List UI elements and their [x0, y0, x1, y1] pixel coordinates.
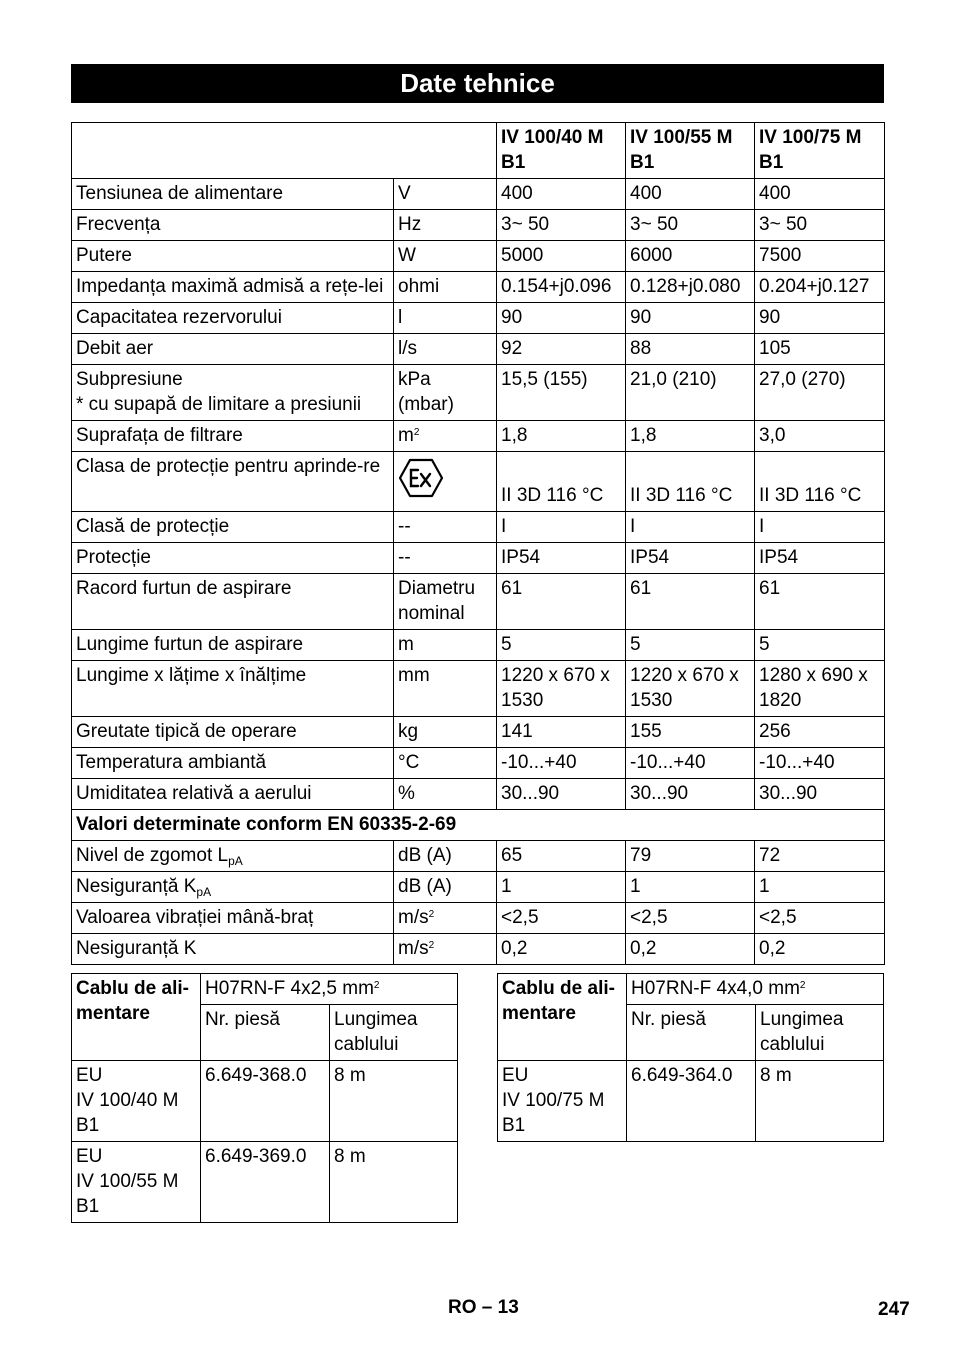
row-value: 72 [755, 841, 885, 872]
row-value: 3~ 50 [626, 210, 755, 241]
row-value: II 3D 116 °C [626, 452, 755, 512]
row-unit-cell [394, 421, 497, 452]
ex-explosion-protection-icon [398, 458, 444, 498]
row-value: 88 [626, 334, 755, 365]
cable-spec: H07RN-F 4x2,5 mm [205, 978, 374, 999]
row-unit: m/s [398, 938, 429, 959]
row-unit: V [394, 179, 497, 210]
table-row [72, 543, 885, 574]
row-label: Lungime furtun de aspirare [72, 630, 394, 661]
cable-spec-cell [627, 974, 884, 1005]
cable-length: 8 m [330, 1061, 458, 1142]
row-label: Debit aer [72, 334, 394, 365]
table-row [72, 272, 885, 303]
row-unit: dB (A) [394, 841, 497, 872]
row-label: Protecție [72, 543, 394, 574]
row-value: 65 [497, 841, 626, 872]
cable-header-row [72, 974, 458, 1005]
table-row [498, 1061, 884, 1142]
cable-header-row [498, 974, 884, 1005]
row-value: 3,0 [755, 421, 885, 452]
row-value: 1220 x 670 x 1530 [497, 661, 626, 717]
row-unit: l [394, 303, 497, 334]
row-value: <2,5 [497, 903, 626, 934]
row-label: Tensiunea de alimentare [72, 179, 394, 210]
row-value: -10...+40 [497, 748, 626, 779]
superscript: 2 [799, 980, 806, 991]
row-value: 30...90 [626, 779, 755, 810]
row-unit-secondary: (mbar) [398, 394, 454, 415]
row-value: 3~ 50 [497, 210, 626, 241]
model-header: IV 100/75 M B1 [755, 123, 885, 179]
row-value: 90 [497, 303, 626, 334]
row-label-note: * cu supapă de limitare a presiunii [76, 394, 362, 415]
row-value: <2,5 [626, 903, 755, 934]
row-value: 5 [755, 630, 885, 661]
cable-table-left [71, 973, 458, 1223]
row-value: 61 [626, 574, 755, 630]
page-number: 247 [878, 1299, 910, 1320]
part-number-header: Nr. piesă [201, 1005, 330, 1061]
row-unit: m [394, 630, 497, 661]
row-label: Putere [72, 241, 394, 272]
row-unit: -- [394, 543, 497, 574]
row-value: 0.204+j0.127 [755, 272, 885, 303]
row-label-cell [72, 872, 394, 903]
row-label: Nivel de zgomot L [76, 845, 229, 866]
technical-data-table [71, 122, 885, 965]
row-unit: l/s [394, 334, 497, 365]
table-row [72, 365, 885, 421]
row-value: 5 [497, 630, 626, 661]
row-value: 1 [626, 872, 755, 903]
row-value: 0.128+j0.080 [626, 272, 755, 303]
row-label: Impedanța maximă admisă a rețe-lei [72, 272, 394, 303]
table-row [72, 872, 885, 903]
row-unit: m/s [398, 907, 429, 928]
cable-length: 8 m [330, 1142, 458, 1223]
table-row [72, 303, 885, 334]
cable-spec: H07RN-F 4x4,0 mm [631, 978, 800, 999]
row-unit: Hz [394, 210, 497, 241]
superscript: 2 [428, 909, 435, 920]
row-value: 0,2 [497, 934, 626, 965]
table-row [72, 452, 885, 512]
row-label: Racord furtun de aspirare [72, 574, 394, 630]
table-row [72, 241, 885, 272]
row-label: Frecvența [72, 210, 394, 241]
table-row [72, 841, 885, 872]
row-value: 30...90 [755, 779, 885, 810]
row-label: Nesiguranță K [72, 934, 394, 965]
table-row [72, 717, 885, 748]
row-label: Valoarea vibrației mână-braț [72, 903, 394, 934]
row-unit: kg [394, 717, 497, 748]
row-label: Greutate tipică de operare [72, 717, 394, 748]
row-value: II 3D 116 °C [755, 452, 885, 512]
row-label: Temperatura ambiantă [72, 748, 394, 779]
cable-header: Cablu de ali-mentare [72, 974, 201, 1061]
table-row [72, 179, 885, 210]
row-unit-secondary: nominal [398, 603, 465, 624]
row-value: 7500 [755, 241, 885, 272]
row-value: 1 [755, 872, 885, 903]
footer-language-page: RO – 13 [448, 1297, 519, 1318]
row-unit: dB (A) [394, 872, 497, 903]
row-value: 61 [497, 574, 626, 630]
cable-length-header: Lungimea cablului [330, 1005, 458, 1061]
row-value: <2,5 [755, 903, 885, 934]
cable-model: IV 100/75 M B1 [502, 1090, 605, 1136]
row-value: 400 [626, 179, 755, 210]
table-row [72, 1142, 458, 1223]
row-value: 1,8 [497, 421, 626, 452]
cable-model-cell [72, 1061, 201, 1142]
row-unit: kPa [398, 369, 431, 390]
table-row [72, 574, 885, 630]
cable-region: EU [502, 1065, 529, 1086]
row-value: I [755, 512, 885, 543]
row-value: 92 [497, 334, 626, 365]
table-row [72, 934, 885, 965]
table-row [72, 512, 885, 543]
row-value: 400 [755, 179, 885, 210]
row-label: Suprafața de filtrare [72, 421, 394, 452]
row-value: 61 [755, 574, 885, 630]
row-unit: °C [394, 748, 497, 779]
row-value: 27,0 (270) [755, 365, 885, 421]
row-label: Umiditatea relativă a aerului [72, 779, 394, 810]
row-value: 400 [497, 179, 626, 210]
row-unit-cell [394, 903, 497, 934]
part-number: 6.649-368.0 [201, 1061, 330, 1142]
row-value: 90 [755, 303, 885, 334]
part-number-header: Nr. piesă [627, 1005, 756, 1061]
superscript: 2 [413, 427, 420, 438]
row-value: 0,2 [755, 934, 885, 965]
row-value: 5 [626, 630, 755, 661]
table-row [72, 1061, 458, 1142]
section-row [72, 810, 885, 841]
cable-header: Cablu de ali-mentare [498, 974, 627, 1061]
table-row [72, 334, 885, 365]
row-value: 90 [626, 303, 755, 334]
row-value: 1 [497, 872, 626, 903]
row-value: 0,2 [626, 934, 755, 965]
row-value: IP54 [626, 543, 755, 574]
cable-model-cell [72, 1142, 201, 1223]
row-unit: mm [394, 661, 497, 717]
page-title: Date tehnice [71, 64, 884, 103]
row-value: 79 [626, 841, 755, 872]
cable-region: EU [76, 1065, 103, 1086]
row-value: 1280 x 690 x 1820 [755, 661, 885, 717]
row-value: I [497, 512, 626, 543]
row-value: -10...+40 [626, 748, 755, 779]
cable-model-cell [498, 1061, 627, 1142]
row-unit: W [394, 241, 497, 272]
row-label: Clasă de protecție [72, 512, 394, 543]
table-row [72, 661, 885, 717]
row-value: 1,8 [626, 421, 755, 452]
cable-region: EU [76, 1146, 103, 1167]
cable-model: IV 100/40 M B1 [76, 1090, 179, 1136]
row-value: 0.154+j0.096 [497, 272, 626, 303]
row-unit: Diametru [398, 578, 476, 599]
row-value: IP54 [497, 543, 626, 574]
section-heading: Valori determinate conform EN 60335-2-69 [72, 810, 885, 841]
model-header-row [72, 123, 885, 179]
row-value: 1220 x 670 x 1530 [626, 661, 755, 717]
table-row [72, 210, 885, 241]
row-value: II 3D 116 °C [497, 452, 626, 512]
superscript: 2 [428, 940, 435, 951]
row-value: I [626, 512, 755, 543]
header-blank-cell [72, 123, 497, 179]
row-unit-cell [394, 934, 497, 965]
part-number: 6.649-364.0 [627, 1061, 756, 1142]
cable-table-right [497, 973, 884, 1142]
subscript: pA [196, 885, 212, 899]
part-number: 6.649-369.0 [201, 1142, 330, 1223]
row-value: -10...+40 [755, 748, 885, 779]
superscript: 2 [373, 980, 380, 991]
row-unit-cell [394, 452, 497, 512]
row-value: 141 [497, 717, 626, 748]
row-unit: -- [394, 512, 497, 543]
cable-length: 8 m [756, 1061, 884, 1142]
row-value: 256 [755, 717, 885, 748]
table-row [72, 779, 885, 810]
row-unit-cell [394, 574, 497, 630]
row-label: Nesiguranță K [76, 876, 197, 897]
row-value: 21,0 (210) [626, 365, 755, 421]
row-label: Clasa de protecție pentru aprinde-re [72, 452, 394, 512]
row-label-cell [72, 841, 394, 872]
row-value: 30...90 [497, 779, 626, 810]
row-value: 3~ 50 [755, 210, 885, 241]
row-label: Lungime x lățime x înălțime [72, 661, 394, 717]
row-value: IP54 [755, 543, 885, 574]
model-header: IV 100/55 M B1 [626, 123, 755, 179]
row-unit: % [394, 779, 497, 810]
cable-spec-cell [201, 974, 458, 1005]
row-value: 155 [626, 717, 755, 748]
table-row [72, 748, 885, 779]
row-label: Subpresiune [76, 369, 183, 390]
row-unit-cell [394, 365, 497, 421]
subscript: pA [228, 854, 243, 868]
row-label: Capacitatea rezervorului [72, 303, 394, 334]
table-row [72, 630, 885, 661]
row-label-cell [72, 365, 394, 421]
row-value: 5000 [497, 241, 626, 272]
table-row [72, 421, 885, 452]
cable-length-header: Lungimea cablului [756, 1005, 884, 1061]
row-value: 15,5 (155) [497, 365, 626, 421]
row-value: 6000 [626, 241, 755, 272]
model-header: IV 100/40 M B1 [497, 123, 626, 179]
table-row [72, 903, 885, 934]
row-unit: ohmi [394, 272, 497, 303]
row-unit: m [398, 425, 414, 446]
row-value: 105 [755, 334, 885, 365]
cable-model: IV 100/55 M B1 [76, 1171, 179, 1217]
